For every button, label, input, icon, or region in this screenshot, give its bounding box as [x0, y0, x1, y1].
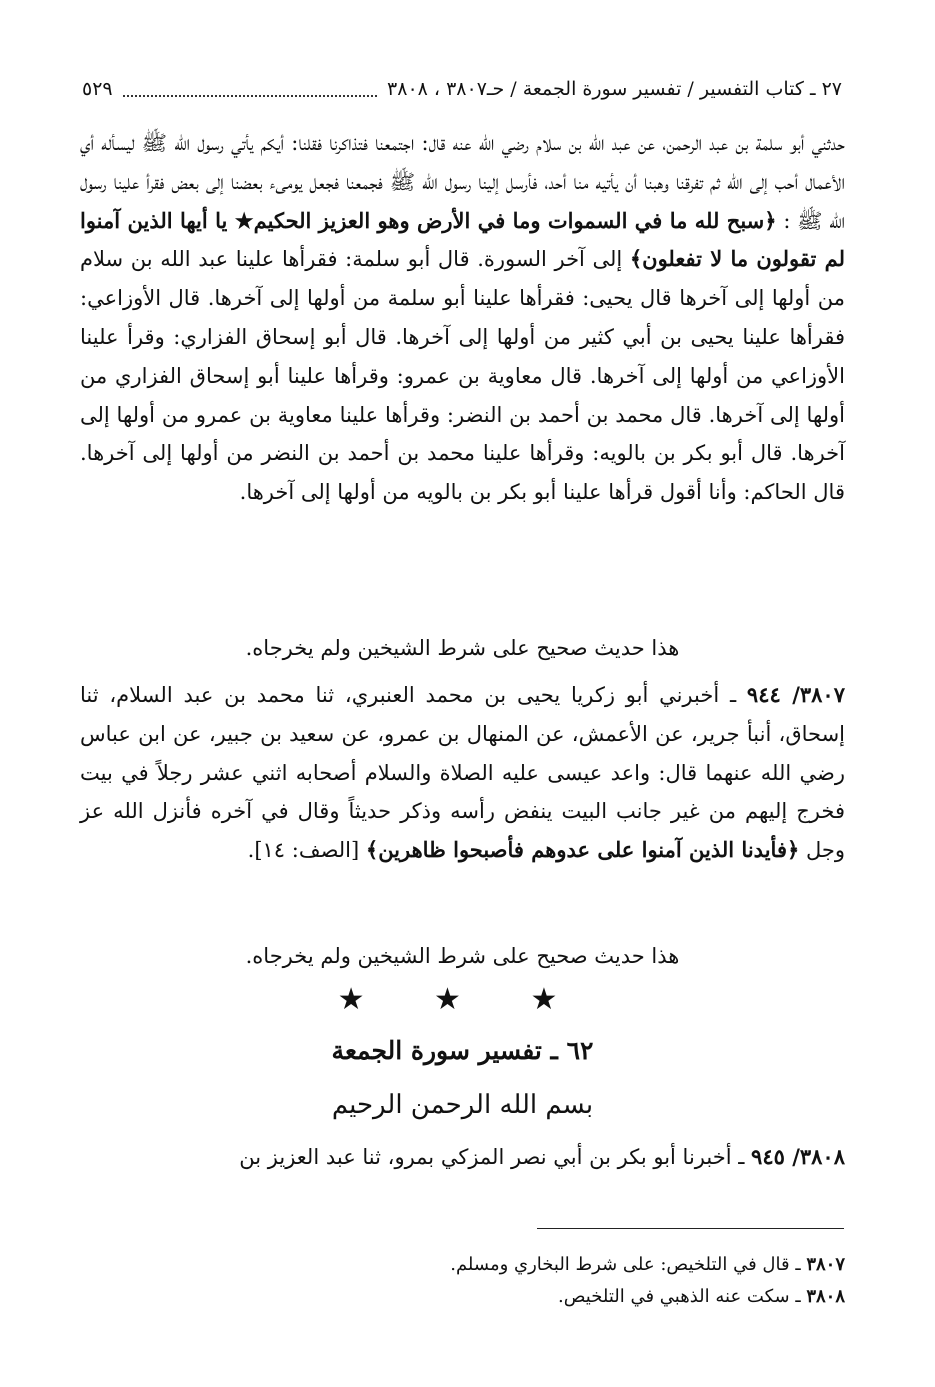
running-header — [82, 74, 842, 104]
hadith-3807-quran-verse: ﴿فأيدنا الذين آمنوا على عدوهم فأصبحوا ظاهرين﴾ — [365, 837, 800, 863]
header-dot-leader — [123, 93, 377, 97]
hadith-3808 — [80, 1138, 845, 1177]
hadith-3806-quran-verse: ﴿سبح لله ما في السموات وما في الأرض وهو العزيز الحكيم★ يا أيها الذين آمنوا لم تقولون ما لا تفعلون﴾ — [80, 207, 845, 272]
hadith-3807 — [80, 676, 845, 870]
hadith-3807-surah-ref: [الصف: ١٤]. — [247, 838, 366, 863]
hadith-3808-number: ٣٨٠٨/ ٩٤٥ — [751, 1144, 845, 1169]
page-number: ٥٢٩ — [82, 78, 113, 100]
footnote-text: ـ قال في التلخيص: على شرط البخاري ومسلم. — [450, 1254, 807, 1275]
footnote-divider — [537, 1228, 844, 1229]
surah-heading: ٦٢ ـ تفسير سورة الجمعة — [331, 1036, 594, 1065]
hadith-3807-number: ٣٨٠٧/ ٩٤٤ — [746, 682, 845, 707]
hadith-3806-continuation — [80, 124, 845, 512]
basmala: بسم الله الرحمن الرحيم — [331, 1090, 594, 1120]
section-separator-stars: ★ ★ ★ — [337, 982, 588, 1017]
hadith-3807-text: ـ أخبرني أبو زكريا يحيى بن محمد العنبري، ثنا محمد بن عبد السلام، ثنا إسحاق، أنبأ جرير، عن الأعمش، عن المنهال بن عمرو، عن سعيد بن جبير، عن ابن عباس رضي الله عنهما قال: واعد عيسى عليه الصلاة والسلام أصحابه اثني عشر رجلاً في بيت فخرج إليهم من غير جانب البيت ينفض رأسه وذكر حديثاً وقال في آخره فأنزل الله عز وجل — [80, 683, 845, 863]
hadith-3806-text-2: إلى آخر السورة. قال أبو سلمة: فقرأها علينا عبد الله بن سلام من أولها إلى آخرها قال يحيى: فقرأها علينا أبو سلمة من أولها إلى آخرها. قال الأوزاعي: فقرأها علينا يحيى بن أبي كثير من أولها إلى آخرها. قال أبو إسحاق الفزاري: وقرأ علينا الأوزاعي من أولها إلى آخرها. قال معاوية بن عمرو: وقرأها علينا أبو إسحاق الفزاري من أولها إلى آخرها. قال محمد بن أحمد بن النضر: وقرأها علينا معاوية بن عمرو من أولها إلى آخرها. قال أبو بكر بن بالويه: وقرأها علينا محمد بن أحمد بن النضر من أولها إلى آخرها. قال الحاكم: وأنا أقول قرأها علينا أبو بكر بن بالويه من أولها إلى آخرها. — [80, 247, 845, 505]
footnote-3808 — [80, 1282, 845, 1312]
footnote-3807 — [80, 1250, 845, 1280]
hadith-3808-text: ـ أخبرنا أبو بكر بن أبي نصر المزكي بمرو، ثنا عبد العزيز بن — [239, 1145, 752, 1169]
footnote-number: ٣٨٠٧ — [806, 1254, 845, 1275]
hadith-3807-verdict: هذا حديث صحيح على شرط الشيخين ولم يخرجاه. — [245, 944, 680, 968]
footnote-text: ـ سكت عنه الذهبي في التلخيص. — [558, 1286, 807, 1307]
hadith-3806-verdict: هذا حديث صحيح على شرط الشيخين ولم يخرجاه. — [245, 636, 680, 660]
footnote-number: ٣٨٠٨ — [806, 1286, 845, 1307]
header-title: ٢٧ ـ كتاب التفسير / تفسير سورة الجمعة / حـ٣٨٠٧ ، ٣٨٠٨ — [387, 78, 842, 100]
hadith-3806-text-1: حدثني أبو سلمة بن عبد الرحمن، عن عبد الله بن سلام رضي الله عنه قال: اجتمعنا فتذاكرنا فقلنا: أيكم يأتي رسول الله ﷺ ليسأله أي الأعمال أحب إلى الله ثم تفرقنا وهبنا أن يأتيه منا أحد، فأرسل إلينا رسول الله ﷺ فجمعنا فجعل يومىء بعضنا إلى بعض فقرأ علينا رسول الله ﷺ : — [80, 131, 845, 233]
